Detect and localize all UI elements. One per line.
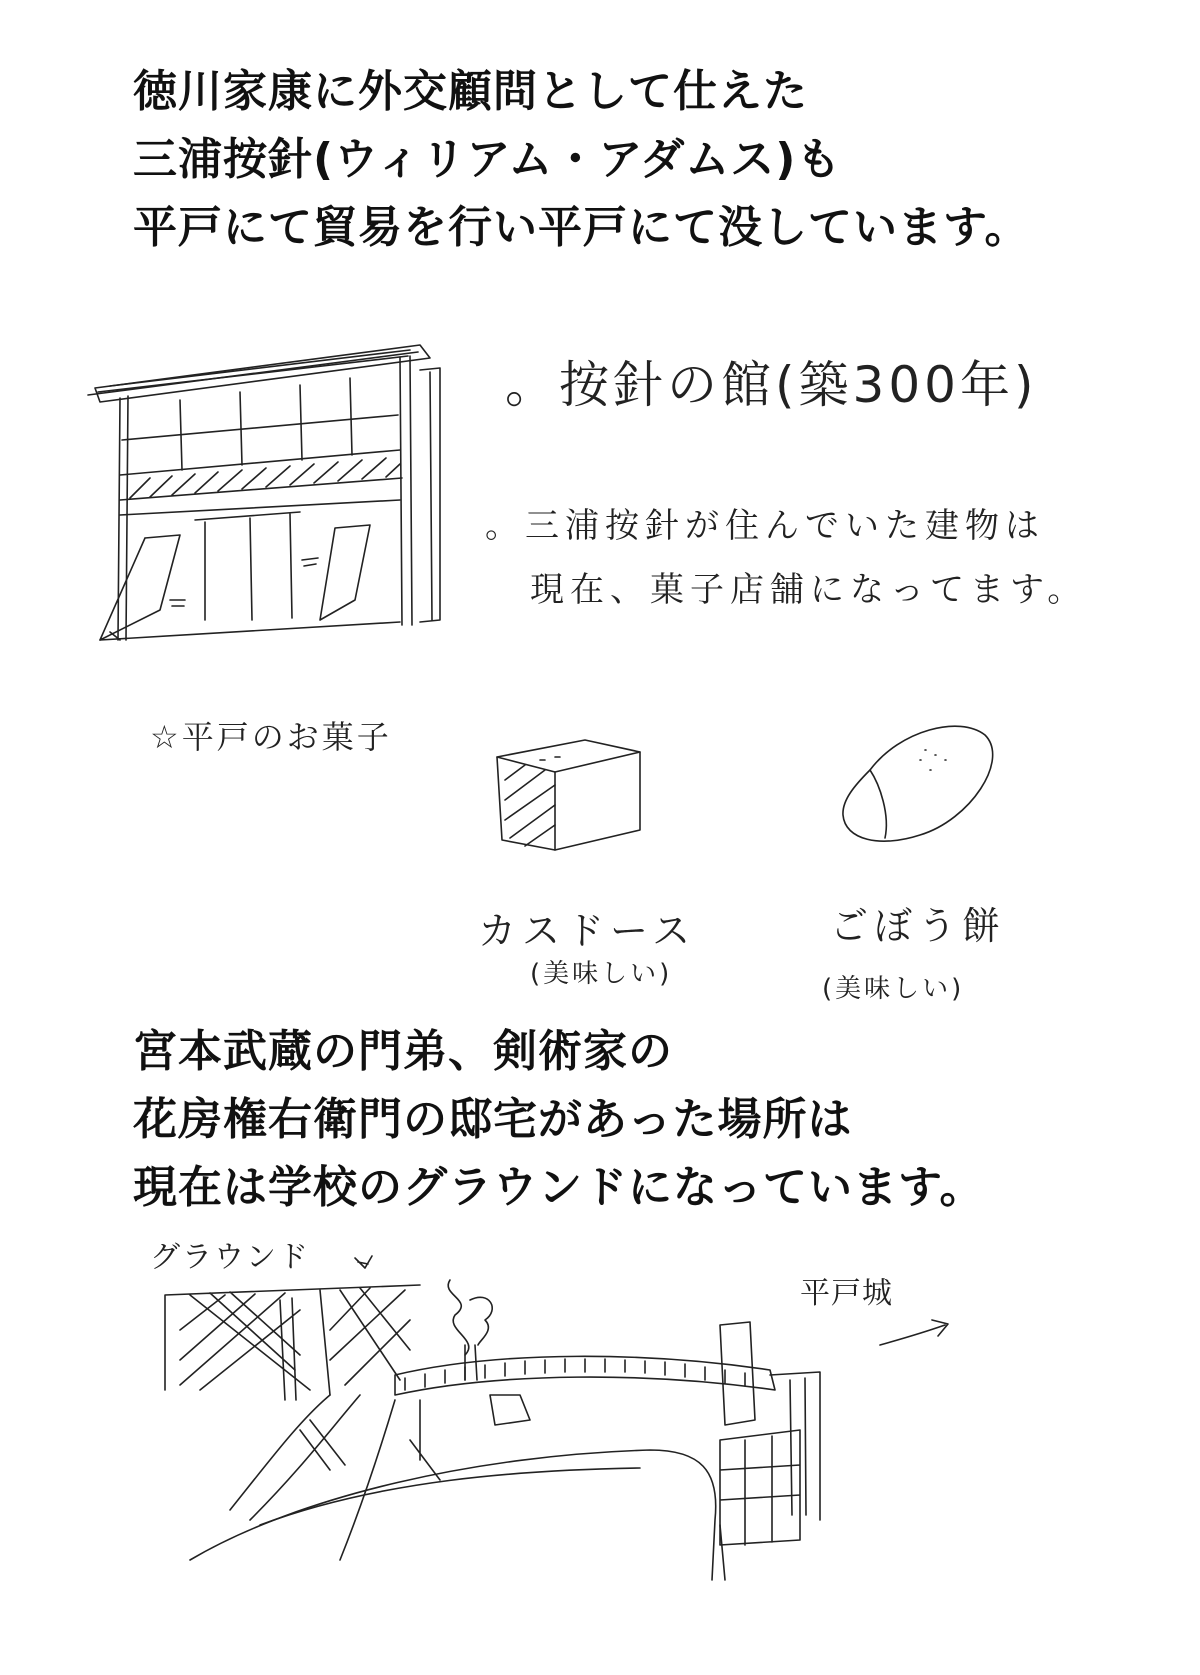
musashi-line-1: 宮本武蔵の門弟、剣術家の <box>133 1026 673 1077</box>
sweet-comment-gobo-mochi: (美味しい) <box>822 974 965 1004</box>
anjin-title: 。按針の館(築300年) <box>505 356 1038 414</box>
musashi-line-3: 現在は学校のグラウンドになっています。 <box>133 1162 985 1213</box>
sweet-comment-kasudosu: (美味しい) <box>530 959 673 989</box>
sweets-heading: ☆平戸のお菓子 <box>150 718 392 756</box>
intro-line-2: 三浦按針(ウィリアム・アダムス)も <box>133 134 842 185</box>
intro-line-1: 徳川家康に外交顧問として仕えた <box>133 66 808 117</box>
musashi-line-2: 花房権右衛門の邸宅があった場所は <box>133 1094 853 1145</box>
ground-pointer-arrow <box>355 1256 372 1268</box>
intro-line-3: 平戸にて貿易を行い平戸にて没しています。 <box>133 202 1030 253</box>
ground-label: グラウンド <box>150 1240 310 1275</box>
castle-label: 平戸城 <box>800 1276 893 1311</box>
sweet-name-gobo-mochi: ごぼう餅 <box>830 904 1007 948</box>
anjin-note-line-1: 。三浦按針が住んでいた建物は <box>485 506 1045 546</box>
castle-arrow <box>880 1320 948 1345</box>
sweet-name-kasudosu: カスドース <box>478 909 697 953</box>
anjin-note-line-2: 現在、菓子店舗になってます。 <box>530 570 1088 610</box>
